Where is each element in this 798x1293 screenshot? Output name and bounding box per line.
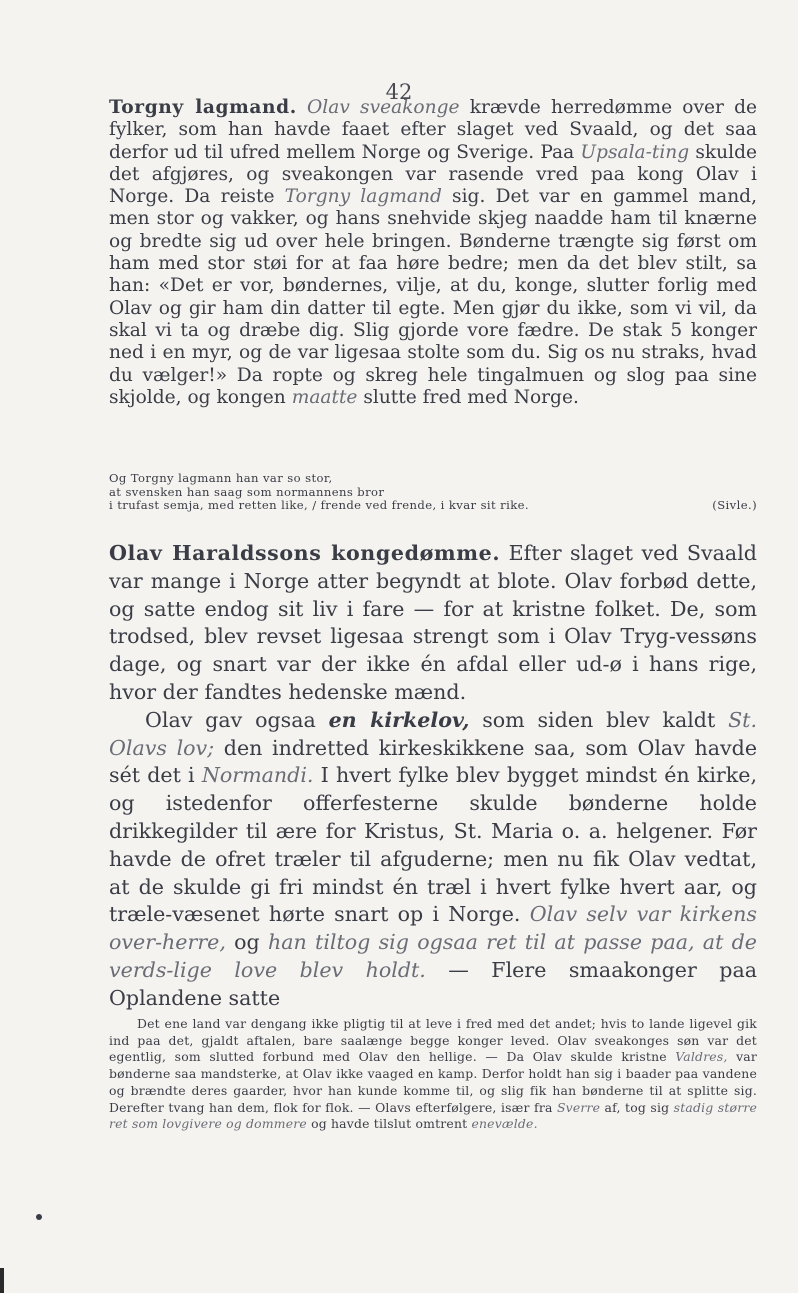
verse-line-with-attribution — [109, 499, 757, 513]
italic-olav-sveakonge: Olav sveakonge — [307, 97, 460, 118]
footnote-text: af, tog sig — [600, 1099, 674, 1115]
ink-spot — [36, 1214, 42, 1220]
paragraph-text: Efter slaget ved Svaald var mange i Norge atter begyndt at blote. Olav forbød dette, og satte endog sit liv i fare — for at kristne folket. De, som trodsed, blev revset ligesaa strengt som i Olav Tryg-vessøns dage, og snart var der ikke én afdal eller ud-ø i hans rige, hvor der fandtes hedenske mænd. — [109, 541, 757, 704]
italic-lovgivere: stadig større ret som lovgivere og dommere — [109, 1099, 757, 1132]
paragraph-olav-kongedomme — [109, 540, 757, 1013]
footnote-paragraph — [109, 1016, 757, 1133]
verse-line: i trufast semja, med retten like, / frende ved frende, i kvar sit rike. — [109, 498, 529, 512]
section-heading-torgny: Torgny lagmand. — [109, 97, 297, 118]
italic-normandi: Normandi. — [201, 763, 314, 788]
italic-torgny-lagmand: Torgny lagmand — [284, 186, 442, 208]
paragraph-torgny-lagmand — [109, 97, 757, 409]
italic-sverre: Sverre — [556, 1099, 601, 1115]
paragraph-text: den indretted kirkeskikkene saa, som Olav havde sét det i — [109, 735, 757, 788]
italic-valdres: Valdres, — [675, 1049, 728, 1065]
paragraph-text: — Flere smaakonger paa Oplandene satte — [109, 957, 757, 1010]
page-number: 42 — [385, 80, 413, 104]
italic-enevaelde: enevælde. — [471, 1116, 538, 1132]
italic-verdslige-love: han tiltog sig ogsaa ret til at passe paa, at de verds-lige love blev holdt. — [109, 930, 757, 982]
paragraph-text: skulde det afgjøres, og sveakongen var rasende vred paa kong Olav i Norge. Da reiste — [109, 141, 757, 208]
paragraph-text: Olav gav ogsaa — [145, 707, 329, 732]
paragraph-text: sig. Det var en gammel mand, men stor og vakker, og hans snehvide skjeg naadde ham til knærne og bredte sig ud over hele bringen. Bønderne trængte sig først om ham med stor støi for at faa høre bedre; men da det blev stilt, sa han: «Det er vor, bøndernes, vilje, at du, konge, slutter forlig med Olav og gir ham din datter til egte. Men gjør du ikke, som vi vil, da skal vi ta og dræbe dig. Slig gjorde vore fædre. De stak 5 konger ned i en myr, og de var ligesaa stolte som du. Sig os nu straks, hvad du vælger!» Da ropte og skreg hele tingalmuen og slog paa sine skjolde, og kongen — [109, 186, 757, 408]
footnote-text: Det ene land var dengang ikke pligtig til at leve i fred med det andet; hvis to lande ligevel gik ind paa det, gjaldt aftalen, bare saalænge begge konger leved. Olav sveakonges søn var det egentlig, som slutted forbund med Olav den hellige. — Da Olav skulde kristne — [109, 1016, 757, 1065]
paragraph-text: som siden blev kaldt — [469, 707, 729, 732]
verse-line: at svensken han saag som normannens bror — [109, 484, 385, 499]
section-heading-olav: Olav Haraldssons kongedømme. — [109, 541, 501, 565]
bold-italic-kirkelov: en kirkelov, — [328, 707, 470, 732]
italic-kirkens-overherre: Olav selv var kirkens over-herre, — [109, 902, 757, 955]
italic-upsala-ting: Upsala-ting — [580, 141, 690, 163]
page-edge-mark — [0, 1268, 4, 1293]
paragraph-text: krævde herredømme over de fylker, som han havde faaet efter slaget ved Svaald, og det saa derfor ud til ufred mellem Norge og Sverige. Paa — [109, 97, 757, 163]
verse-line: Og Torgny lagmann han var so stor, — [109, 471, 333, 485]
verse-attribution: (Sivle.) — [712, 498, 757, 512]
italic-st-olavs-lov: St. Olavs lov; — [109, 707, 757, 760]
italic-maatte: maatte — [291, 386, 358, 408]
verse-quote — [109, 472, 757, 513]
paragraph-text: I hvert fylke blev bygget mindst én kirke, og istedenfor offerfesterne skulde bønderne holde drikkegilder til ære for Kristus, St. Maria o. a. helgener. Før havde de ofret træler til afguderne; men nu fik Olav vedtat, at de skulde gi fri mindst én træl i hvert fylke hvert aar, og træle-væsenet hørte snart op i Norge. — [109, 763, 757, 927]
footnote-text: og havde tilslut omtrent — [306, 1116, 472, 1132]
paragraph-text: og — [225, 930, 268, 955]
footnote-text: var bønderne saa mandsterke, at Olav ikke vaaged en kamp. Derfor holdt han sig i baader paa vandene og brændte deres gaarder, hvor han kunde komme til, og slig fik han bønderne til at splitte sig. Derefter tvang han dem, flok for flok. — Olavs efterfølgere, især fra — [109, 1049, 757, 1115]
paragraph-text: slutte fred med Norge. — [357, 386, 579, 408]
